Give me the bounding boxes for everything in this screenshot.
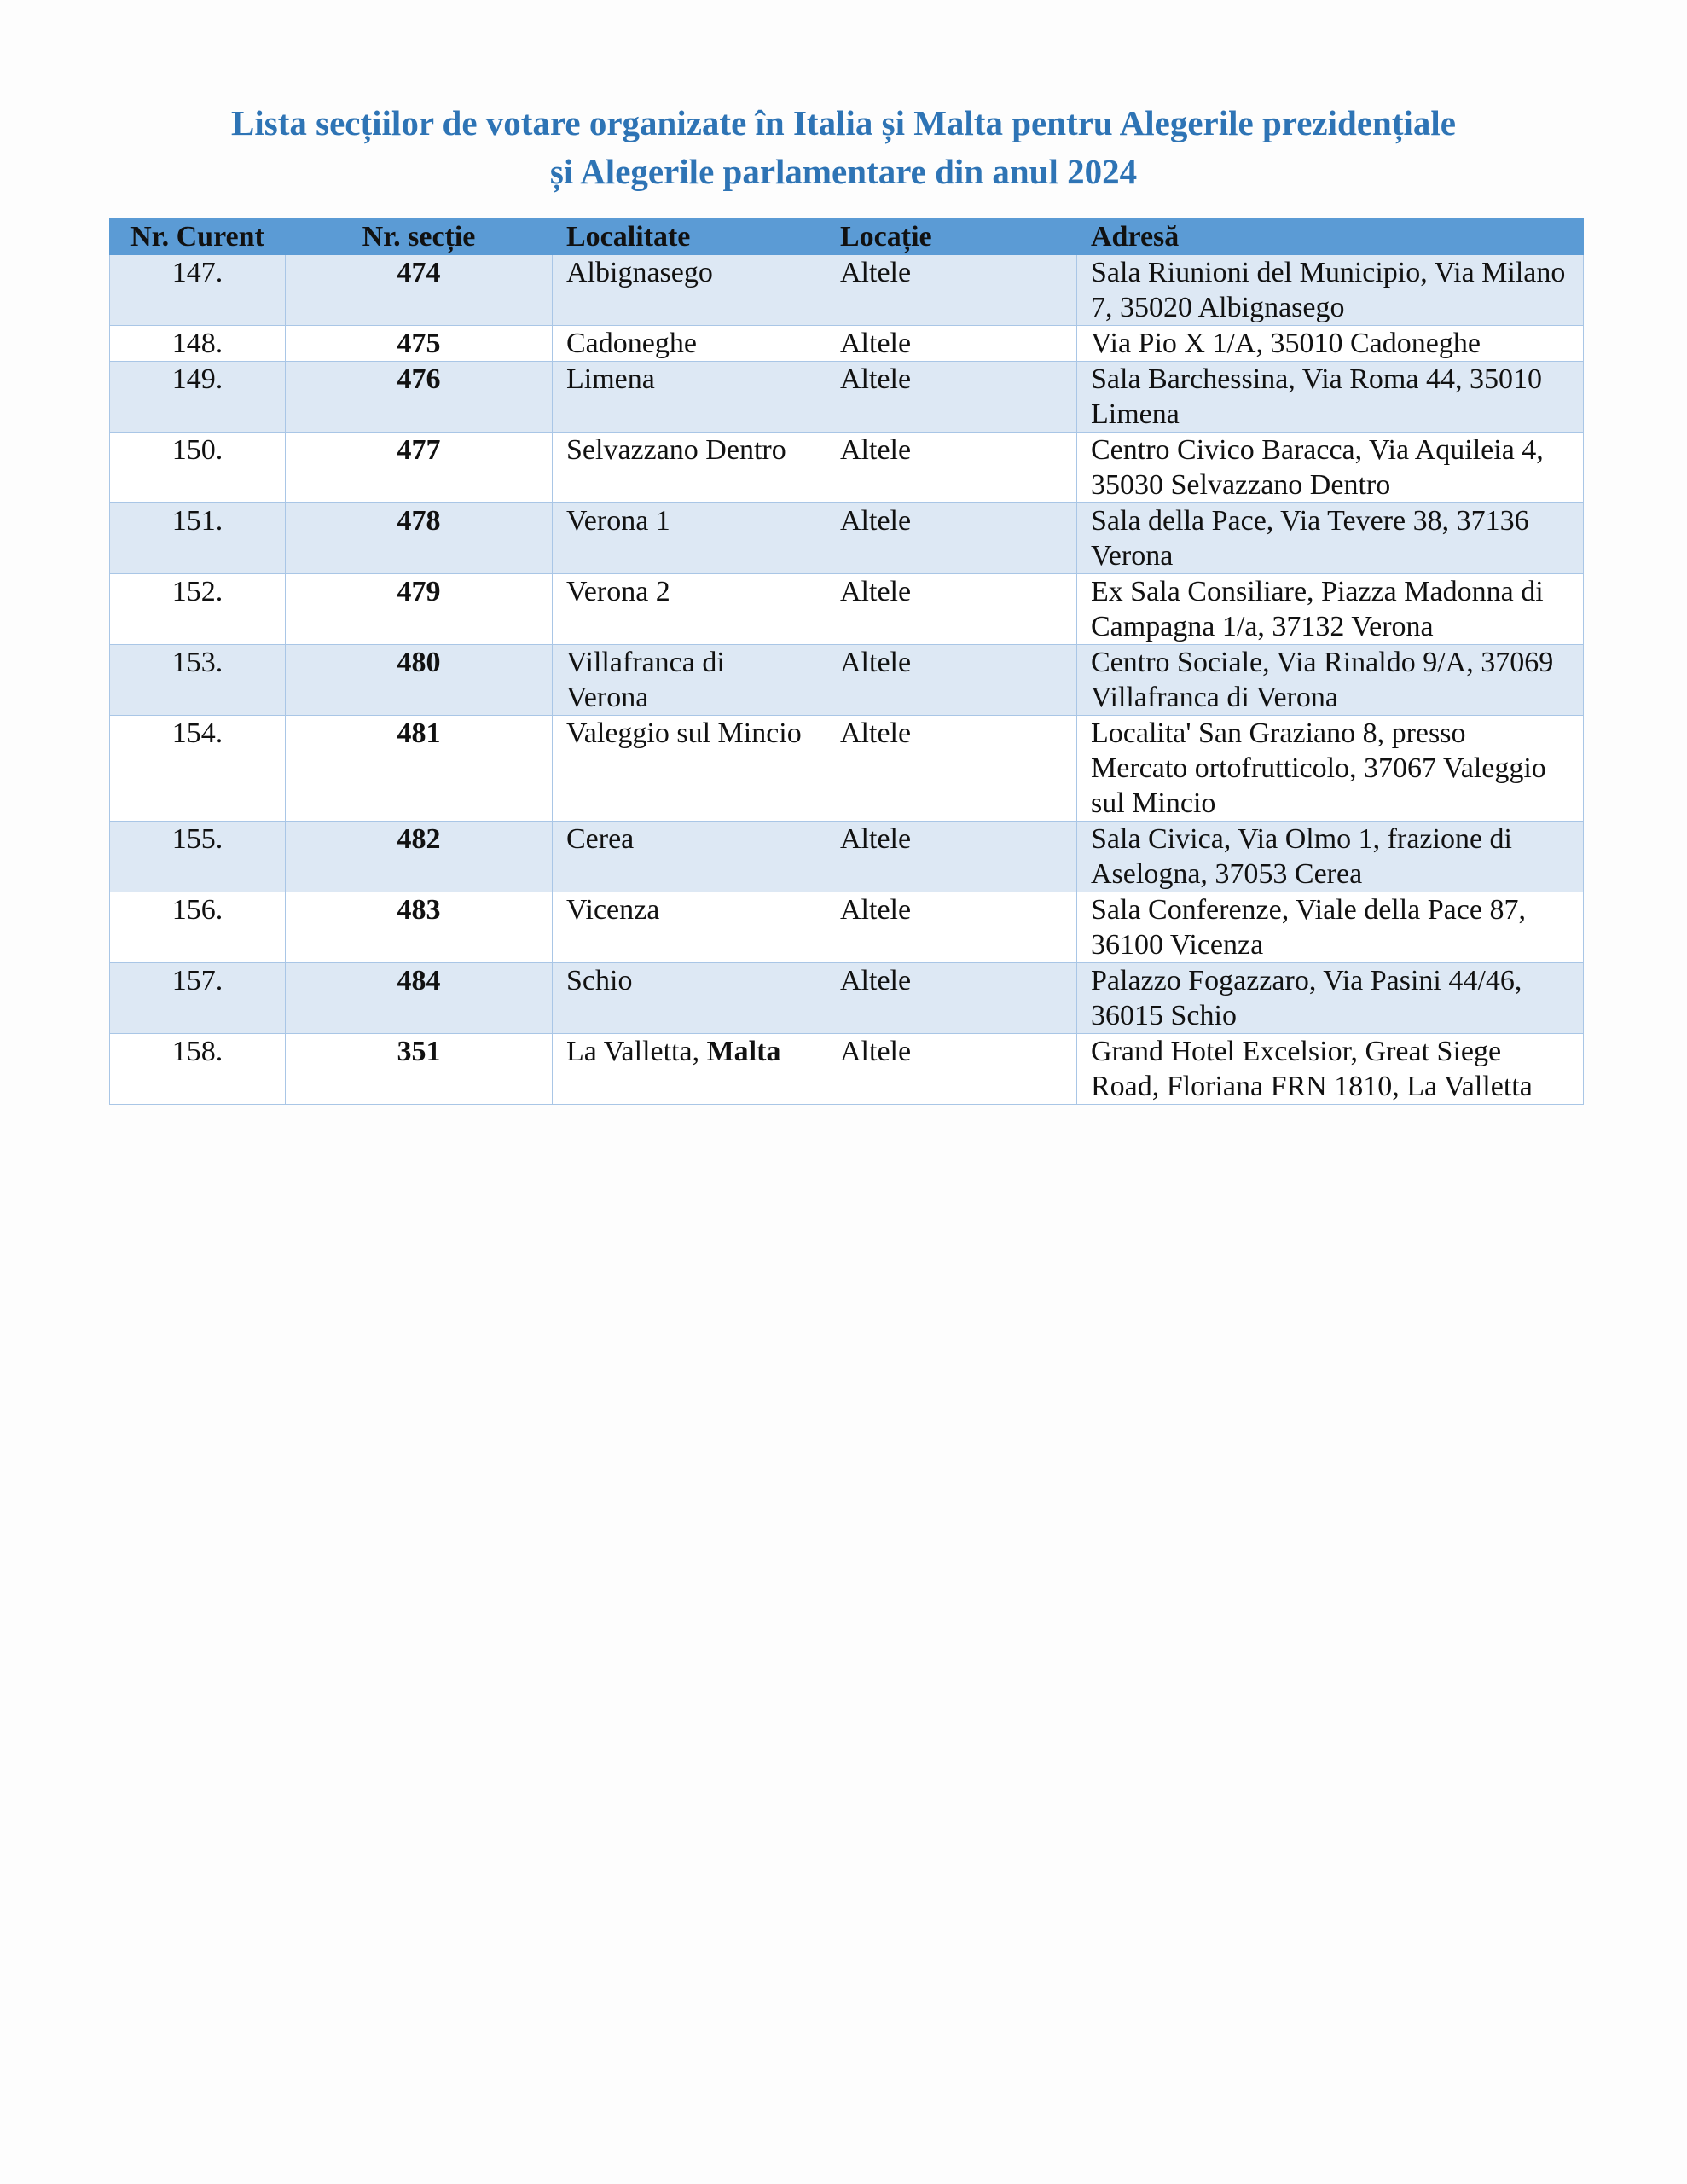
- cell-nr-curent: 155.: [110, 822, 286, 892]
- cell-adresa: Sala Conferenze, Viale della Pace 87, 36100 Vicenza: [1077, 892, 1584, 963]
- cell-nr-curent: 150.: [110, 433, 286, 503]
- cell-locatie: Altele: [826, 362, 1077, 433]
- cell-nr-curent: 149.: [110, 362, 286, 433]
- cell-adresa: Centro Civico Baracca, Via Aquileia 4, 35030 Selvazzano Dentro: [1077, 433, 1584, 503]
- polling-sections-table: [109, 218, 1584, 1105]
- cell-nr-sectie: 475: [286, 326, 553, 362]
- cell-localitate: Cadoneghe: [553, 326, 826, 362]
- cell-locatie: Altele: [826, 503, 1077, 574]
- table-row: [110, 326, 1584, 362]
- page-title-line-1: Lista secțiilor de votare organizate în Italia și Malta pentru Alegerile prezidențiale: [231, 103, 1456, 142]
- cell-localitate: Selvazzano Dentro: [553, 433, 826, 503]
- cell-nr-sectie: 483: [286, 892, 553, 963]
- cell-nr-sectie: 351: [286, 1034, 553, 1105]
- localitate-country: Malta: [706, 1036, 781, 1067]
- cell-nr-sectie: 477: [286, 433, 553, 503]
- table-row: [110, 362, 1584, 433]
- table-row: [110, 255, 1584, 326]
- localitate-city: La Valletta,: [566, 1036, 707, 1067]
- cell-localitate: Albignasego: [553, 255, 826, 326]
- cell-locatie: Altele: [826, 1034, 1077, 1105]
- cell-nr-curent: 156.: [110, 892, 286, 963]
- cell-adresa: Centro Sociale, Via Rinaldo 9/A, 37069 Villafranca di Verona: [1077, 645, 1584, 716]
- cell-nr-curent: 147.: [110, 255, 286, 326]
- cell-locatie: Altele: [826, 326, 1077, 362]
- header-locatie: Locație: [826, 219, 1077, 255]
- page-title-line-2: și Alegerile parlamentare din anul 2024: [549, 152, 1138, 191]
- cell-locatie: Altele: [826, 433, 1077, 503]
- cell-localitate: Limena: [553, 362, 826, 433]
- cell-locatie: Altele: [826, 716, 1077, 822]
- cell-localitate: Schio: [553, 963, 826, 1034]
- cell-nr-sectie: 474: [286, 255, 553, 326]
- table-header-row: [110, 219, 1584, 255]
- page-title: [0, 99, 1687, 196]
- cell-nr-curent: 158.: [110, 1034, 286, 1105]
- cell-adresa: Sala Barchessina, Via Roma 44, 35010 Limena: [1077, 362, 1584, 433]
- cell-nr-curent: 152.: [110, 574, 286, 645]
- cell-nr-sectie: 484: [286, 963, 553, 1034]
- table-row: [110, 822, 1584, 892]
- cell-locatie: Altele: [826, 645, 1077, 716]
- cell-nr-curent: 154.: [110, 716, 286, 822]
- cell-nr-sectie: 476: [286, 362, 553, 433]
- cell-localitate: Villafranca di Verona: [553, 645, 826, 716]
- cell-nr-sectie: 479: [286, 574, 553, 645]
- cell-localitate: Valeggio sul Mincio: [553, 716, 826, 822]
- cell-locatie: Altele: [826, 255, 1077, 326]
- cell-localitate: Vicenza: [553, 892, 826, 963]
- table-row: [110, 503, 1584, 574]
- table-row: [110, 574, 1584, 645]
- cell-nr-curent: 157.: [110, 963, 286, 1034]
- cell-nr-curent: 151.: [110, 503, 286, 574]
- cell-adresa: Grand Hotel Excelsior, Great Siege Road, Floriana FRN 1810, La Valletta: [1077, 1034, 1584, 1105]
- cell-localitate: Cerea: [553, 822, 826, 892]
- cell-locatie: Altele: [826, 892, 1077, 963]
- cell-adresa: Sala Civica, Via Olmo 1, frazione di Aselogna, 37053 Cerea: [1077, 822, 1584, 892]
- cell-adresa: Via Pio X 1/A, 35010 Cadoneghe: [1077, 326, 1584, 362]
- cell-localitate: Verona 1: [553, 503, 826, 574]
- cell-localitate: Verona 2: [553, 574, 826, 645]
- header-nr-curent: Nr. Curent: [110, 219, 286, 255]
- table-row: [110, 716, 1584, 822]
- cell-locatie: Altele: [826, 963, 1077, 1034]
- cell-locatie: Altele: [826, 822, 1077, 892]
- cell-nr-sectie: 478: [286, 503, 553, 574]
- cell-nr-curent: 148.: [110, 326, 286, 362]
- header-nr-sectie: Nr. secție: [286, 219, 553, 255]
- cell-adresa: Sala Riunioni del Municipio, Via Milano 7, 35020 Albignasego: [1077, 255, 1584, 326]
- table-row: [110, 433, 1584, 503]
- table-row: [110, 892, 1584, 963]
- cell-adresa: Sala della Pace, Via Tevere 38, 37136 Verona: [1077, 503, 1584, 574]
- header-adresa: Adresă: [1077, 219, 1584, 255]
- cell-nr-sectie: 480: [286, 645, 553, 716]
- cell-nr-curent: 153.: [110, 645, 286, 716]
- header-localitate: Localitate: [553, 219, 826, 255]
- cell-adresa: Palazzo Fogazzaro, Via Pasini 44/46, 36015 Schio: [1077, 963, 1584, 1034]
- table-row: [110, 1034, 1584, 1105]
- cell-nr-sectie: 481: [286, 716, 553, 822]
- cell-adresa: Localita' San Graziano 8, presso Mercato ortofrutticolo, 37067 Valeggio sul Mincio: [1077, 716, 1584, 822]
- cell-adresa: Ex Sala Consiliare, Piazza Madonna di Campagna 1/a, 37132 Verona: [1077, 574, 1584, 645]
- cell-locatie: Altele: [826, 574, 1077, 645]
- cell-localitate: [553, 1034, 826, 1105]
- table-row: [110, 963, 1584, 1034]
- table-row: [110, 645, 1584, 716]
- cell-nr-sectie: 482: [286, 822, 553, 892]
